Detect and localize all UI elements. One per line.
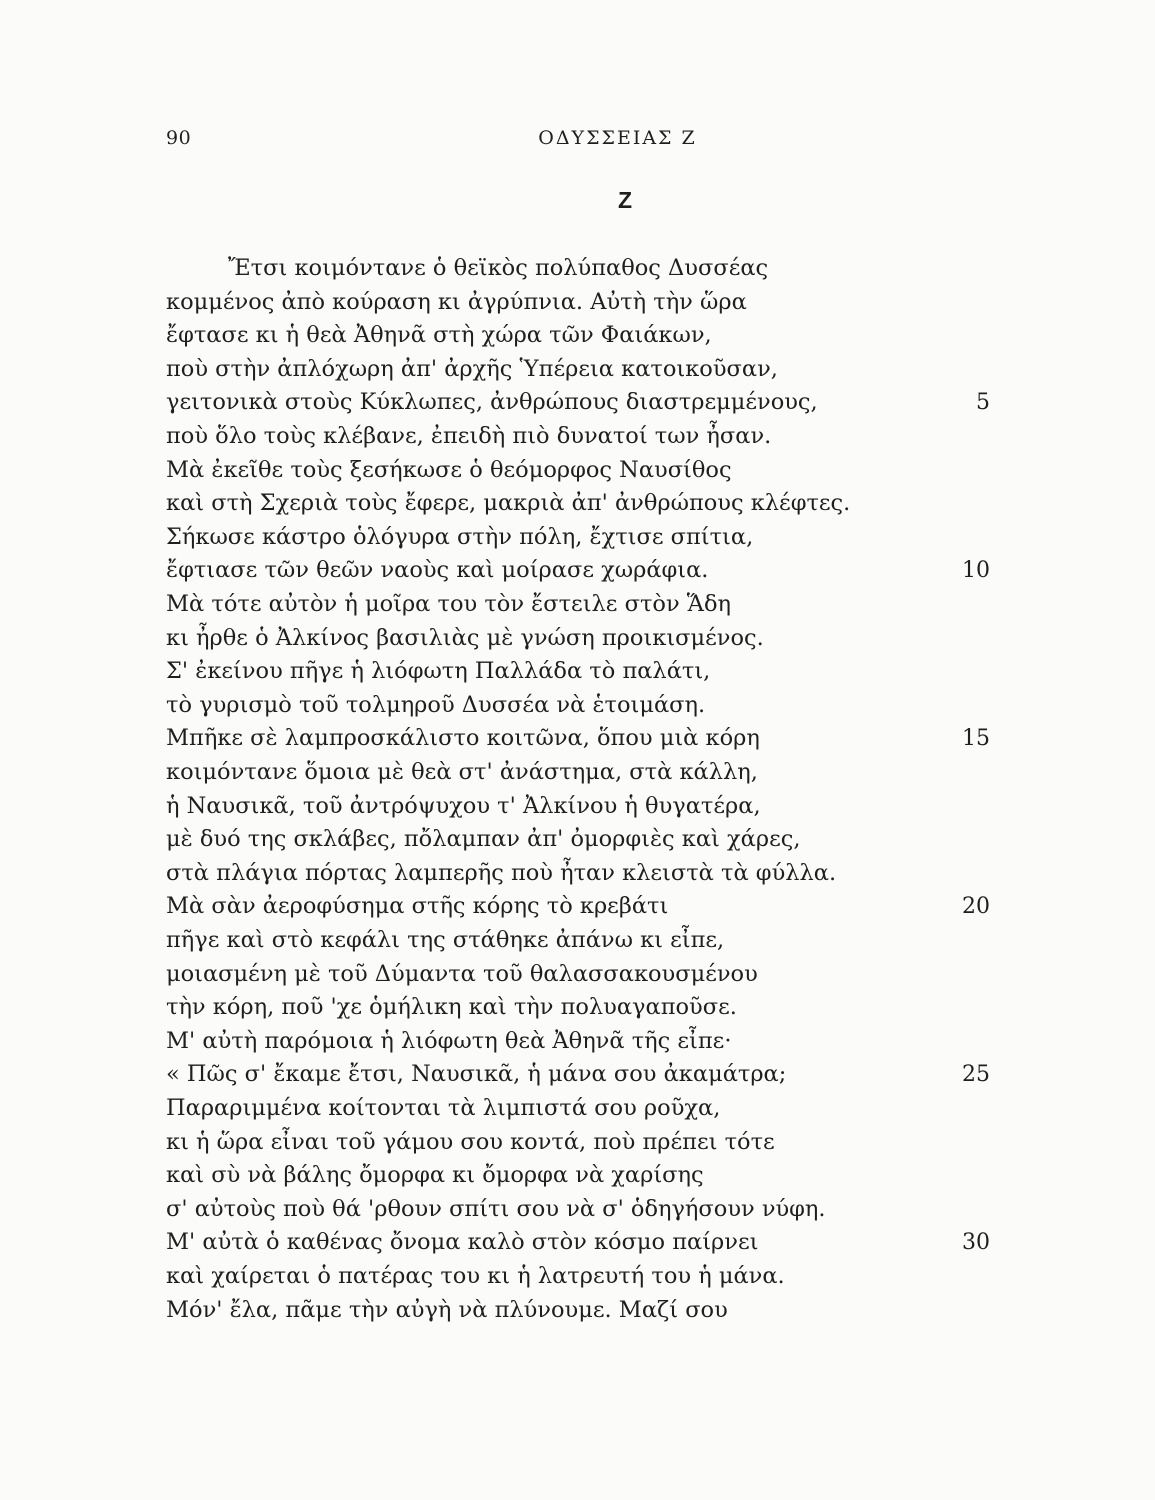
verse-line: κι ἡ ὥρα εἶναι τοῦ γάμου σου κοντά, ποὺ πρέπει τότε	[166, 1128, 775, 1155]
verse-line: κομμένος ἀπὸ κούραση κι ἀγρύπνια. Αὐτὴ τὴν ὥρα	[166, 288, 747, 315]
line-number: 20	[962, 894, 990, 920]
verse-line: κοιμόντανε ὅμοια μὲ θεὰ στ' ἀνάστημα, στὰ κάλλη,	[166, 759, 758, 785]
verse-line: Ἔτσι κοιμόντανε ὁ θεϊκὸς πολύπαθος Δυσσέας	[228, 255, 769, 281]
line-number: 30	[962, 1230, 990, 1256]
verse-line: τὴν κόρη, ποῦ 'χε ὁμήλικη καὶ τὴν πολυαγαποῦσε.	[166, 994, 737, 1021]
verse-line: Μὰ τότε αὐτὸν ἡ μοῖρα του τὸν ἔστειλε στὸν Ἅδη	[166, 591, 731, 617]
verse-line: Σ' ἐκείνου πῆγε ἡ λιόφωτη Παλλάδα τὸ παλάτι,	[166, 658, 711, 685]
running-title: ΟΔΥΣΣΕΙΑΣ Ζ	[538, 127, 697, 149]
verse-line: τὸ γυρισμὸ τοῦ τολμηροῦ Δυσσέα νὰ ἑτοιμάση.	[166, 691, 706, 718]
verse-line: « Πῶς σ' ἔκαμε ἔτσι, Ναυσικᾶ, ἡ μάνα σου ἀκαμάτρα;	[166, 1061, 787, 1088]
page-number: 90	[166, 127, 192, 149]
line-number: 5	[976, 390, 990, 416]
verse-line: μοιασμένη μὲ τοῦ Δύμαντα τοῦ θαλασσακουσμένου	[166, 960, 758, 987]
verse-line: ποὺ ὅλο τοὺς κλέβανε, ἐπειδὴ πιὸ δυνατοί των ἦσαν.	[166, 423, 772, 449]
verse-line: Παραριμμένα κοίτονται τὰ λιμπιστά σου ροῦχα,	[166, 1095, 721, 1121]
verse-line: Μὰ σὰν ἀεροφύσημα στῆς κόρης τὸ κρεβάτι	[166, 893, 669, 920]
line-number: 25	[962, 1062, 990, 1088]
verse-line: ἔφτασε κι ἡ θεὰ Ἀθηνᾶ στὴ χώρα τῶν Φαιάκων,	[166, 322, 712, 349]
verse-line: σ' αὐτοὺς ποὺ θά 'ρθουν σπίτι σου νὰ σ' ὁδηγήσουν νύφη.	[166, 1195, 826, 1222]
verse-line: πῆγε καὶ στὸ κεφάλι της στάθηκε ἀπάνω κι εἶπε,	[166, 927, 725, 953]
verse-line: καὶ σὺ νὰ βάλης ὄμορφα κι ὄμορφα νὰ χαρίσης	[166, 1162, 704, 1189]
book-letter: Ζ	[617, 187, 633, 213]
verse-line: ἔφτιασε τῶν θεῶν ναοὺς καὶ μοίρασε χωράφια.	[166, 557, 709, 584]
verse-line: Μὰ ἐκεῖθε τοὺς ξεσήκωσε ὁ θεόμορφος Ναυσίθος	[166, 456, 732, 483]
verse-line: ἡ Ναυσικᾶ, τοῦ ἀντρόψυχου τ' Ἀλκίνου ἡ θυγατέρα,	[166, 792, 761, 819]
verse-line: καὶ χαίρεται ὁ πατέρας του κι ἡ λατρευτή του ἡ μάνα.	[166, 1263, 785, 1289]
verse-line: Μ' αὐτὰ ὁ καθένας ὄνομα καλὸ στὸν κόσμο παίρνει	[166, 1229, 759, 1256]
verse-line: Σήκωσε κάστρο ὁλόγυρα στὴν πόλη, ἔχτισε σπίτια,	[166, 523, 754, 550]
verse-line: Μ' αὐτὴ παρόμοια ἡ λιόφωτη θεὰ Ἀθηνᾶ τῆς εἶπε·	[166, 1027, 732, 1054]
verse-line: Μπῆκε σὲ λαμπροσκάλιστο κοιτῶνα, ὅπου μιὰ κόρη	[166, 725, 760, 752]
verse-line: καὶ στὴ Σχεριὰ τοὺς ἔφερε, μακριὰ ἀπ' ἀνθρώπους κλέφτες.	[166, 490, 851, 517]
line-number: 10	[962, 558, 990, 584]
verse-line: ποὺ στὴν ἀπλόχωρη ἀπ' ἀρχῆς Ὑπέρεια κατοικοῦσαν,	[166, 355, 778, 382]
verse-line: κι ἦρθε ὁ Ἀλκίνος βασιλιὰς μὲ γνώση προικισμένος.	[166, 624, 764, 651]
verse-line: μὲ δυό της σκλάβες, πὄλαμπαν ἀπ' ὀμορφιὲς καὶ χάρες,	[166, 826, 801, 853]
line-number: 15	[962, 726, 990, 752]
verse-line: Μόν' ἔλα, πᾶμε τὴν αὐγὴ νὰ πλύνουμε. Μαζί σου	[166, 1296, 728, 1323]
verse-line: στὰ πλάγια πόρτας λαμπερῆς ποὺ ἦταν κλειστὰ τὰ φύλλα.	[166, 859, 837, 886]
verse-line: γειτονικὰ στοὺς Κύκλωπες, ἀνθρώπους διαστρεμμένους,	[166, 389, 818, 416]
